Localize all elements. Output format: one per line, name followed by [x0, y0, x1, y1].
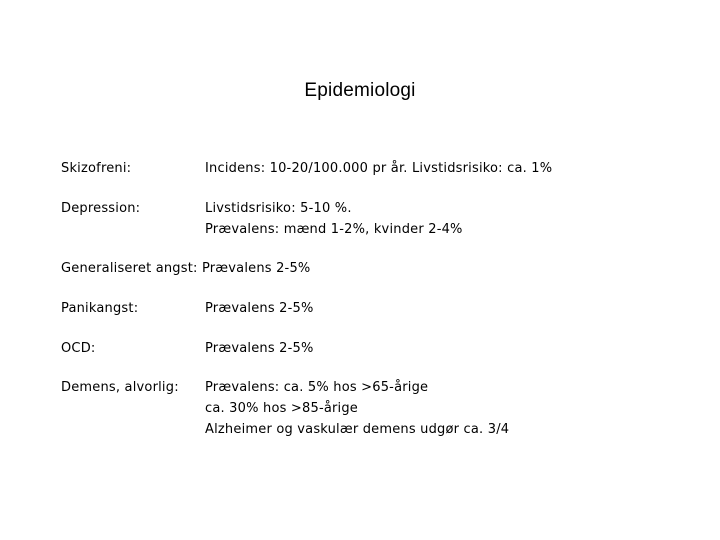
value-line: ca. 30% hos >85-årige	[205, 401, 359, 416]
value-line: Prævalens 2-5%	[205, 301, 314, 316]
row-value	[205, 338, 314, 359]
value-line: Alzheimer og vaskulær demens udgør ca. 3/4	[205, 422, 510, 437]
value-line: Prævalens: ca. 5% hos >65-årige	[205, 380, 429, 395]
row-label: OCD:	[61, 341, 96, 356]
value-line: Prævalens 2-5%	[205, 341, 314, 356]
row-value	[205, 377, 509, 440]
value-line: Incidens: 10-20/100.000 pr år. Livstidsrisiko: ca. 1%	[205, 161, 553, 176]
row-generaliseret-angst: Generaliseret angst: Prævalens 2-5%	[61, 261, 311, 276]
row-value	[205, 158, 552, 179]
row-label: Skizofreni:	[61, 161, 132, 176]
value-line: Prævalens: mænd 1-2%, kvinder 2-4%	[205, 222, 463, 237]
value-line: Livstidsrisiko: 5-10 %.	[205, 201, 352, 216]
row-label: Demens, alvorlig:	[61, 380, 179, 395]
page-title: Epidemiologi	[304, 80, 416, 101]
row-value	[205, 298, 314, 319]
row-label: Depression:	[61, 201, 141, 216]
row-value	[205, 198, 463, 240]
row-label: Panikangst:	[61, 301, 139, 316]
